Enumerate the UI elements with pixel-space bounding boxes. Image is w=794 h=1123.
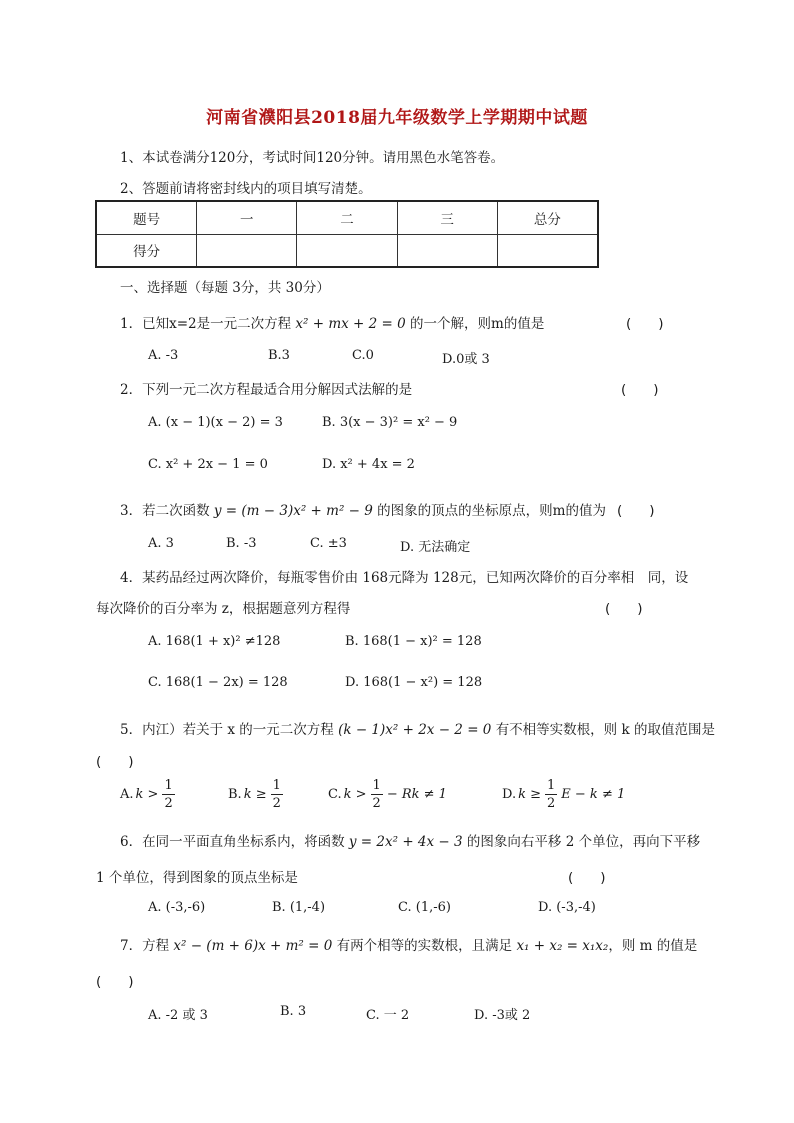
q1-option-d: D.0或 3 <box>442 352 490 367</box>
option-lhs: k > <box>343 787 367 802</box>
fraction-denominator: 2 <box>547 796 556 811</box>
q3-equation: y = (m − 3)x² + m² − 9 <box>213 503 373 519</box>
q7-option-a: A. -2 或 3 <box>148 1008 208 1023</box>
q4-option-c: C. 168(1 − 2x) = 128 <box>148 675 288 690</box>
question-3 <box>120 499 606 519</box>
score-table <box>95 200 599 268</box>
header-cell-part2: 二 <box>297 201 397 234</box>
option-label: D. <box>502 787 517 802</box>
score-cell[interactable] <box>497 234 598 267</box>
fraction-denominator: 2 <box>372 796 381 811</box>
q7-text-c: ，则 m 的值是 <box>608 938 698 954</box>
answer-blank-7[interactable]: ( ) <box>96 974 134 990</box>
fraction <box>371 777 383 812</box>
score-cell[interactable] <box>197 234 297 267</box>
fraction-denominator: 2 <box>272 796 281 811</box>
note-2: 2、答题前请将密封线内的项目填写清楚。 <box>120 181 372 197</box>
score-cell[interactable] <box>397 234 497 267</box>
q6-option-a: A. (-3,-6) <box>148 900 206 915</box>
fraction-numerator: 1 <box>547 778 556 793</box>
q6-option-b: B. (1,-4) <box>272 900 326 915</box>
fraction-denominator: 2 <box>164 796 173 811</box>
q1-text-b: 的一个解，则m的值是 <box>410 316 545 332</box>
q6-equation: y = 2x² + 4x − 3 <box>348 834 463 850</box>
q6-text-b: 的图象向右平移 2 个单位，再向下平移 <box>466 834 701 850</box>
q1-option-b: B.3 <box>268 348 290 363</box>
option-tail: − Rk ≠ 1 <box>386 787 447 802</box>
answer-blank-2[interactable]: ( ) <box>621 382 659 398</box>
q7-text-b: 有两个相等的实数根，且满足 <box>336 938 513 954</box>
header-cell-part3: 三 <box>397 201 497 234</box>
q7-equation: x² − (m + 6)x + m² = 0 <box>173 938 333 954</box>
fraction-numerator: 1 <box>164 778 173 793</box>
q5-option-a <box>120 777 175 812</box>
answer-blank-6[interactable]: ( ) <box>568 870 606 886</box>
q6-option-c: C. (1,-6) <box>398 900 451 915</box>
q5-option-d <box>502 777 625 812</box>
q2-option-a: A. (x − 1)(x − 2) = 3 <box>148 415 283 430</box>
q6-option-d: D. (-3,-4) <box>538 900 596 915</box>
q5-text-a: 5．内江）若关于 x 的一元二次方程 <box>120 722 334 738</box>
option-lhs: k > <box>135 787 159 802</box>
note-1: 1、本试卷满分120分，考试时间120分钟。请用黑色水笔答卷。 <box>120 150 505 166</box>
answer-blank-3[interactable]: ( ) <box>617 503 655 519</box>
question-7 <box>120 934 697 954</box>
question-2: 2．下列一元二次方程最适合用分解因式法解的是 <box>120 382 413 398</box>
table-row <box>96 234 598 267</box>
q2-option-c: C. x² + 2x − 1 = 0 <box>148 457 268 472</box>
q3-text-b: 的图象的顶点的坐标原点，则m的值为 <box>377 503 606 519</box>
q5-option-b <box>228 777 283 812</box>
q1-text-a: 1．已知x=2是一元二次方程 <box>120 316 292 332</box>
question-4-line-2: 每次降价的百分率为 z，根据题意列方程得 <box>96 601 351 617</box>
answer-blank-5[interactable]: ( ) <box>96 754 134 770</box>
option-label: A. <box>120 787 134 802</box>
q3-text-a: 3．若二次函数 <box>120 503 210 519</box>
q4-option-b: B. 168(1 − x)² = 128 <box>345 634 482 649</box>
question-4-line-1: 4．某药品经过两次降价，每瓶零售价由 168元降为 128元，已知两次降价的百分率相 同，设 <box>120 570 689 586</box>
answer-blank-4[interactable]: ( ) <box>605 601 643 617</box>
q7-condition: x₁ + x₂ = x₁x₂ <box>516 938 609 954</box>
q6-text-a: 6．在同一平面直角坐标系内，将函数 <box>120 834 345 850</box>
q4-option-d: D. 168(1 − x²) = 128 <box>345 675 483 690</box>
question-5 <box>120 718 715 738</box>
page-title: 河南省濮阳县2018届九年级数学上学期期中试题 <box>206 108 588 128</box>
fraction-numerator: 1 <box>272 778 281 793</box>
fraction <box>162 777 174 812</box>
question-1 <box>120 312 544 332</box>
header-cell-part1: 一 <box>197 201 297 234</box>
q2-option-b: B. 3(x − 3)² = x² − 9 <box>322 415 458 430</box>
answer-blank-1[interactable]: ( ) <box>626 316 664 332</box>
score-cell[interactable] <box>297 234 397 267</box>
header-cell-qnum: 题号 <box>96 201 197 234</box>
option-lhs: k ≥ <box>518 787 541 802</box>
q7-option-b: B. 3 <box>280 1004 307 1019</box>
option-label: C. <box>328 787 342 802</box>
q1-equation: x² + mx + 2 = 0 <box>295 316 406 332</box>
option-tail: E − k ≠ 1 <box>561 787 626 802</box>
section-heading: 一、选择题（每题 3分，共 30分） <box>120 280 330 296</box>
q1-option-a: A. -3 <box>148 348 179 363</box>
option-label: B. <box>228 787 242 802</box>
q2-option-d: D. x² + 4x = 2 <box>322 457 415 472</box>
row-label-score: 得分 <box>96 234 197 267</box>
fraction-numerator: 1 <box>372 778 381 793</box>
q5-text-b: 有不相等实数根，则 k 的取值范围是 <box>495 722 715 738</box>
q3-option-a: A. 3 <box>148 536 174 551</box>
header-cell-total: 总分 <box>497 201 598 234</box>
q7-option-c: C. 一 2 <box>366 1008 410 1023</box>
q4-option-a: A. 168(1 + x)² ≠128 <box>148 634 281 649</box>
q7-text-a: 7．方程 <box>120 938 170 954</box>
q3-option-c: C. ±3 <box>310 536 347 551</box>
q3-option-d: D. 无法确定 <box>400 540 471 555</box>
q5-option-c <box>328 777 447 812</box>
question-6 <box>120 830 700 850</box>
fraction <box>271 777 283 812</box>
q3-option-b: B. -3 <box>226 536 257 551</box>
q1-option-c: C.0 <box>352 348 374 363</box>
fraction <box>545 777 557 812</box>
option-lhs: k ≥ <box>243 787 267 802</box>
table-row <box>96 201 598 234</box>
q5-equation: (k − 1)x² + 2x − 2 = 0 <box>338 722 492 738</box>
question-6-line-2: 1 个单位，得到图象的顶点坐标是 <box>96 870 298 886</box>
q7-option-d: D. -3或 2 <box>474 1008 531 1023</box>
